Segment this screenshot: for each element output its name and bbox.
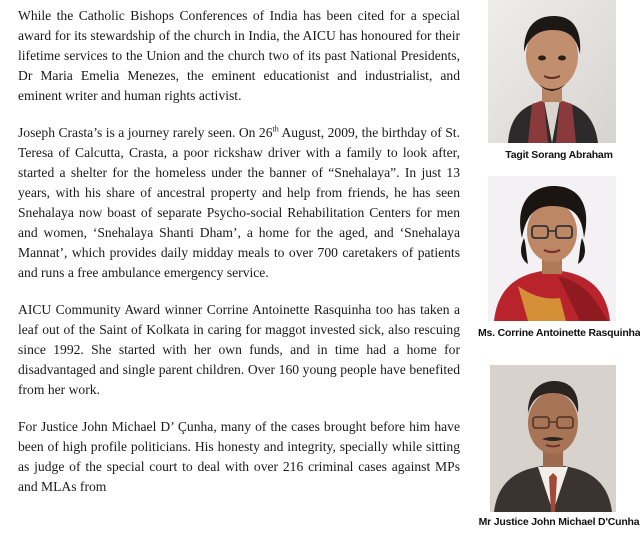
paragraph-corrine-rasquinha: AICU Community Award winner Corrine Antoinette Rasquinha too has taken a leaf out of the Saint of Kolkata in caring for maggot invested sick, also rescuing since 1992. She started with her own funds, and in time had a home for disadvantaged and single parent children. Over 160 young people have benefited from her work. bbox=[18, 302, 460, 397]
portrait-image bbox=[490, 365, 616, 512]
paragraph-justice-dcunha: For Justice John Michael D’ Çunha, many of the cases brought before him have been of high profile politicians. His honesty and integrity, specially while sitting as judge of the special court to deal with over 216 criminal cases against MPs and MLAs from bbox=[18, 419, 460, 494]
paragraph-joseph-crasta bbox=[18, 123, 460, 283]
photo-caption-corrine: Ms. Corrine Antoinette Rasquinha bbox=[478, 327, 640, 339]
article-body bbox=[18, 6, 460, 514]
photo-caption-tagit: Tagit Sorang Abraham bbox=[505, 149, 613, 161]
photo-caption-dcunha: Mr Justice John Michael D'Cunha bbox=[478, 516, 640, 528]
paragraph-text: Joseph Crasta’s is a journey rarely seen. On 26 bbox=[18, 125, 273, 140]
paragraph-bishops-award: While the Catholic Bishops Conferences of India has been cited for a special award for its stewardship of the church in India, the AICU has honoured for their lifetime services to the Union and the church two of its past National Presidents, Dr Maria Emelia Menezes, the eminent educationist and industrialist, and eminent writer and human rights activist. bbox=[18, 8, 460, 103]
portrait-photo-corrine bbox=[488, 176, 616, 321]
portrait-image bbox=[488, 176, 616, 321]
portrait-photo-dcunha bbox=[490, 365, 616, 512]
paragraph-text: August, 2009, the birthday of St. Teresa of Calcutta, Crasta, a poor rickshaw driver with a family to look after, started a shelter for the homeless under the banner of “Snehalaya”. In just 13 years, with his share of ancestral property and help from friends, he has seen Snehalaya now boast of separate Psycho-social Rehabilitation Centers for men and women, ‘Snehalaya Shanti Dham’, a home for the aged, and ‘Snehalaya Mannat’, which provides daily midday meals to over 700 caretakers of patients and runs a free ambulance emergency service. bbox=[18, 125, 460, 280]
portrait-image bbox=[488, 0, 616, 143]
ordinal-superscript: th bbox=[272, 124, 279, 134]
portrait-photo-tagit bbox=[488, 0, 616, 143]
